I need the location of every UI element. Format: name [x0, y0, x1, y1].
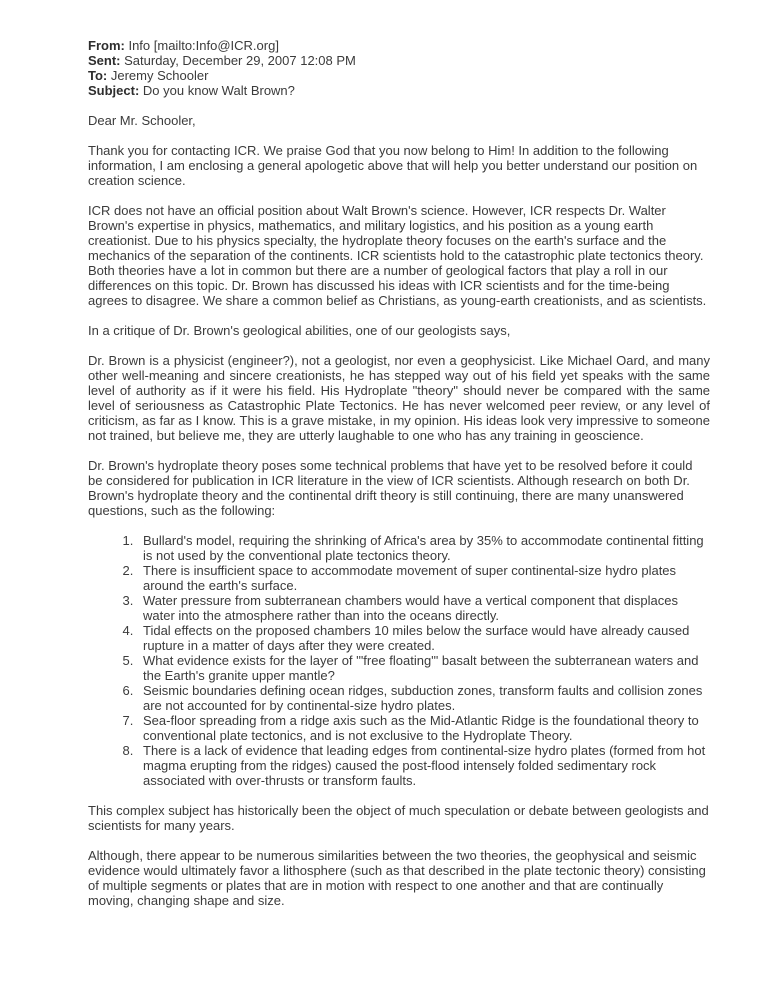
email-content [88, 38, 710, 923]
list-item-bullards-model: 1. Bullard's model, requiring the shrinking of Africa's area by 35% to accommodate continental fitting is not used by the conventional plate tectonics theory. [137, 533, 710, 563]
header-from-label: From: [88, 38, 125, 53]
paragraph-technical-problems: Dr. Brown's hydroplate theory poses some technical problems that have yet to be resolved before it could be considered for publication in ICR literature in the view of ICR scientists. Although research on both Dr. Brown's hydroplate theory and the continental drift theory is still continuing, there are many unanswered questions, such as the following: [88, 458, 693, 518]
header-from-value: Info [mailto:Info@ICR.org] [128, 38, 279, 53]
paragraph-complex-subject: This complex subject has historically been the object of much speculation or debate between geologists and scientists for many years. [88, 803, 709, 833]
header-to [88, 68, 710, 83]
header-subject [88, 83, 710, 98]
paragraph-critique-intro: In a critique of Dr. Brown's geological abilities, one of our geologists says, [88, 323, 511, 338]
list-item-seismic-boundaries: 6. Seismic boundaries defining ocean ridges, subduction zones, transform faults and collision zones are not accounted for by continental-size hydro plates. [137, 683, 710, 713]
unanswered-questions-list [88, 533, 710, 788]
header-sent-value: Saturday, December 29, 2007 12:08 PM [124, 53, 356, 68]
paragraph-conclusion: Although, there appear to be numerous similarities between the two theories, the geophysical and seismic evidence would ultimately favor a lithosphere (such as that described in the plate tectonic theory) consisting of multiple segments or plates that are in motion with respect to one another and that are continually moving, changing shape and size. [88, 848, 706, 908]
header-sent [88, 53, 710, 68]
header-subject-label: Subject: [88, 83, 140, 98]
header-to-value: Jeremy Schooler [110, 68, 209, 83]
list-item-insufficient-space: 2. There is insufficient space to accommodate movement of super continental-size hydro plates around the earth's surface. [137, 563, 710, 593]
header-subject-value: Do you know Walt Brown? [142, 83, 295, 98]
header-to-label: To: [88, 68, 108, 83]
geologist-quote: Dr. Brown is a physicist (engineer?), not a geologist, nor even a geophysicist. Like Michael Oard, and many other well-meaning and sincere creationists, he has stepped way out of his field yet speaks with the same level of authority as if it were his field. His Hydroplate "theory" should never be compared with the same level of seriousness as Catastrophic Plate Tectonics. He has never welcomed peer review, or any level of criticism, as far as I know. This is a grave mistake, in my opinion. His ideas look very impressive to someone not trained, but believe me, they are utterly laughable to one who has any training in geoscience. [88, 353, 710, 443]
list-item-tidal-effects: 4. Tidal effects on the proposed chambers 10 miles below the surface would have already caused rupture in a matter of days after they were created. [137, 623, 710, 653]
paragraph-icr-position: ICR does not have an official position about Walt Brown's science. However, ICR respects Dr. Walter Brown's expertise in physics, mathematics, and military logistics, and his position as a young earth creationist. Due to his physics specialty, the hydroplate theory focuses on the earth's surface and the mechanics of the separation of the continents. ICR scientists hold to the catastrophic plate tectonics theory. Both theories have a lot in common but there are a number of geological factors that play a roll in our differences on this topic. Dr. Brown has discussed his ideas with ICR scientists and for the time-being agrees to disagree. We share a common belief as Christians, as young-earth creationists, and as scientists. [88, 203, 707, 308]
list-item-free-floating-basalt: 5. What evidence exists for the layer of '"free floating'" basalt between the subterranean waters and the Earth's granite upper mantle? [137, 653, 710, 683]
header-from [88, 38, 710, 53]
list-item-lack-of-evidence: 8. There is a lack of evidence that leading edges from continental-size hydro plates (formed from hot magma erupting from the ridges) caused the post-flood intensely folded sedimentary rock associated with over-thrusts or transform faults. [137, 743, 710, 788]
email-header-block [88, 38, 710, 98]
paragraph-thank-you: Thank you for contacting ICR. We praise God that you now belong to Him! In addition to the following information, I am enclosing a general apologetic above that will help you better understand our position on creation science. [88, 143, 698, 188]
list-item-water-pressure: 3. Water pressure from subterranean chambers would have a vertical component that displaces water into the atmosphere rather than into the oceans directly. [137, 593, 710, 623]
header-sent-label: Sent: [88, 53, 121, 68]
salutation: Dear Mr. Schooler, [88, 113, 196, 128]
list-item-sea-floor-spreading: 7. Sea-floor spreading from a ridge axis such as the Mid-Atlantic Ridge is the foundational theory to conventional plate tectonics, and is not exclusive to the Hydroplate Theory. [137, 713, 710, 743]
